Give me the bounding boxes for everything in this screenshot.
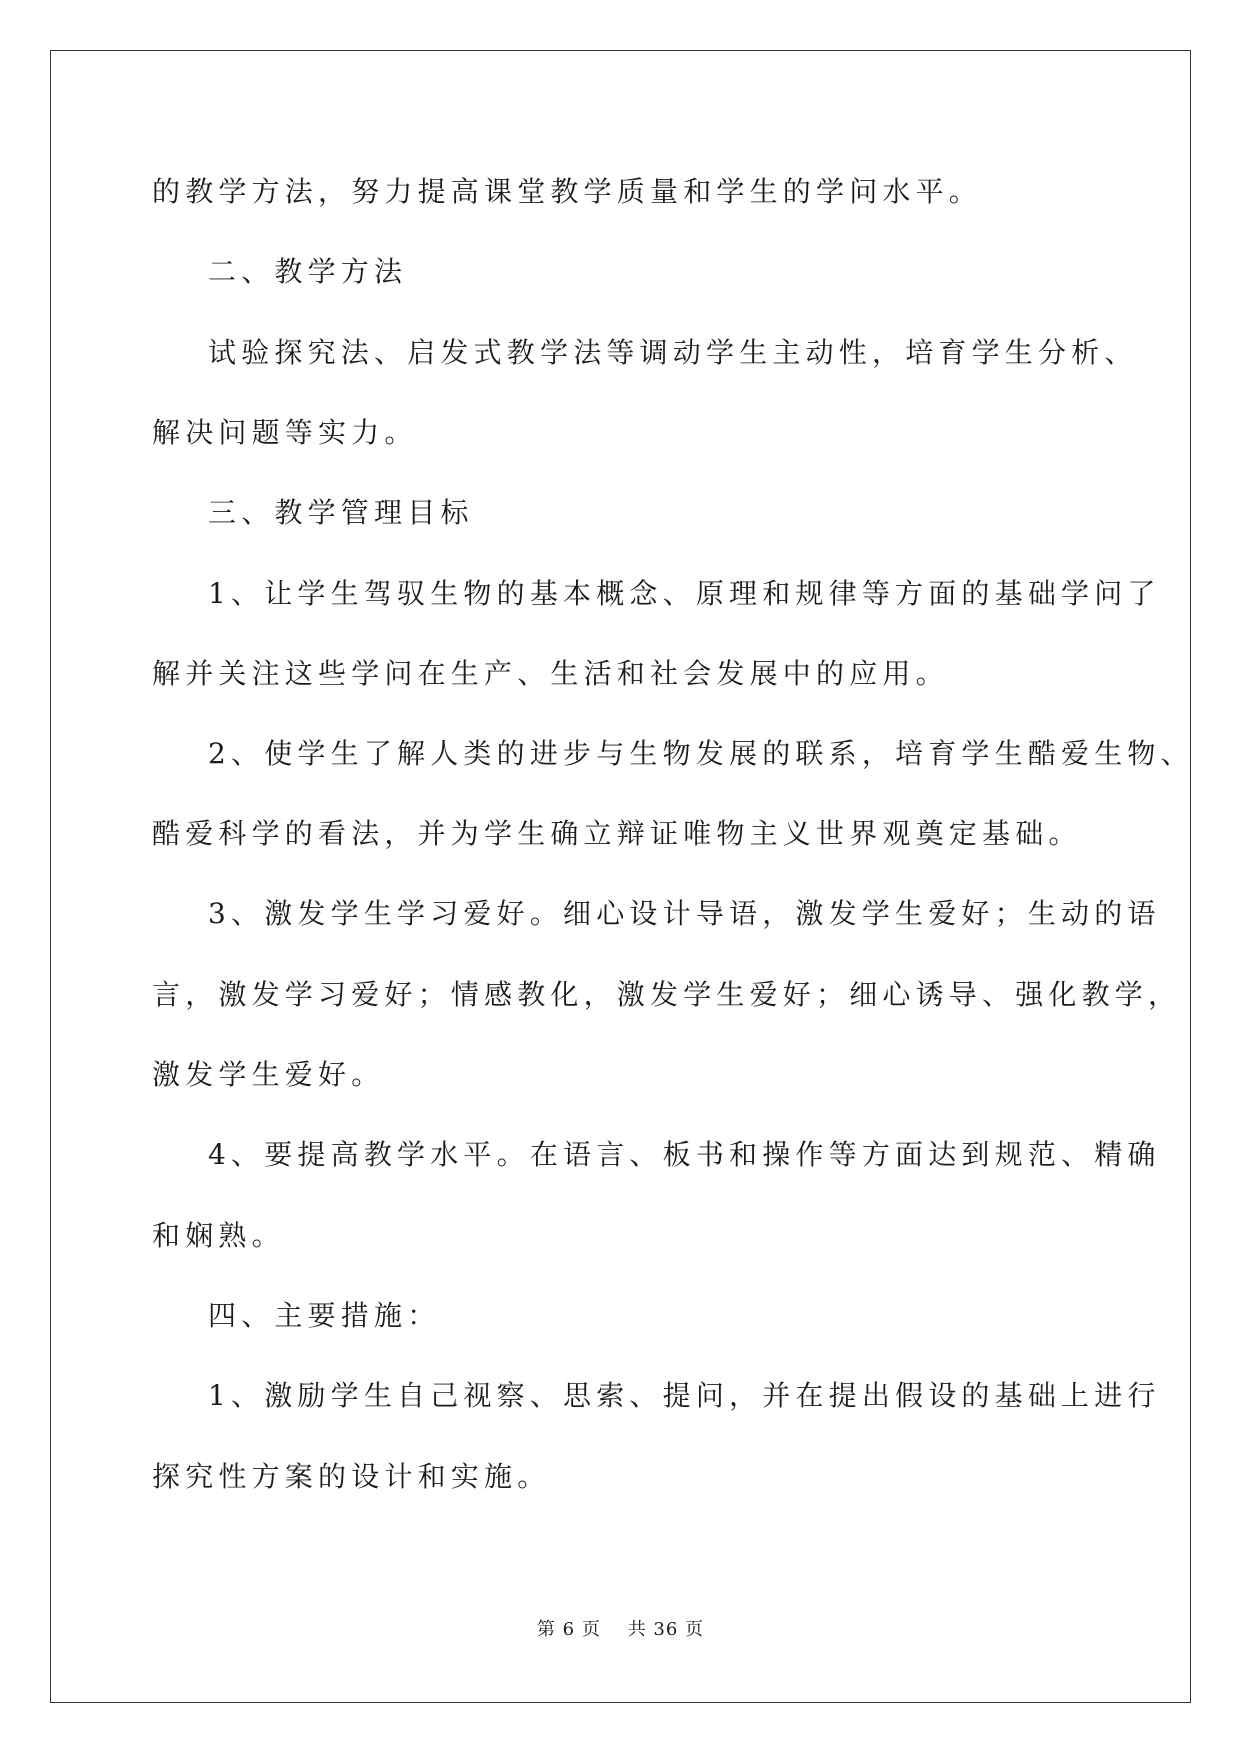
paragraph-line: 4、要提高教学水平。在语言、板书和操作等方面达到规范、精确 bbox=[208, 1138, 1161, 1171]
paragraph-line: 激发学生爱好。 bbox=[152, 1058, 385, 1091]
paragraph-line: 试验探究法、启发式教学法等调动学生主动性，培育学生分析、 bbox=[208, 336, 1138, 369]
paragraph-line: 和娴熟。 bbox=[152, 1219, 285, 1252]
paragraph-line: 2、使学生了解人类的进步与生物发展的联系，培育学生酷爱生物、 bbox=[208, 737, 1194, 770]
paragraph-line: 1、激励学生自己视察、思索、提问，并在提出假设的基础上进行 bbox=[208, 1379, 1161, 1412]
section-heading: 四、主要措施： bbox=[208, 1299, 441, 1332]
paragraph-line: 3、激发学生学习爱好。细心设计导语，激发学生爱好；生动的语 bbox=[208, 897, 1161, 930]
paragraph-line: 1、让学生驾驭生物的基本概念、原理和规律等方面的基础学问了 bbox=[208, 577, 1161, 610]
section-heading: 三、教学管理目标 bbox=[208, 496, 474, 529]
page-border bbox=[50, 50, 1191, 1703]
paragraph-line: 言，激发学习爱好；情感教化，激发学生爱好；细心诱导、强化教学， bbox=[152, 978, 1182, 1011]
paragraph-line: 解并关注这些学问在生产、生活和社会发展中的应用。 bbox=[152, 657, 949, 690]
page-number-footer: 第 6 页 共 36 页 bbox=[536, 1619, 705, 1640]
section-heading: 二、教学方法 bbox=[208, 255, 408, 288]
paragraph-line: 酷爱科学的看法，并为学生确立辩证唯物主义世界观奠定基础。 bbox=[152, 817, 1082, 850]
paragraph-line: 解决问题等实力。 bbox=[152, 416, 418, 449]
paragraph-line: 的教学方法，努力提高课堂教学质量和学生的学问水平。 bbox=[152, 175, 983, 208]
paragraph-line: 探究性方案的设计和实施。 bbox=[152, 1460, 551, 1493]
